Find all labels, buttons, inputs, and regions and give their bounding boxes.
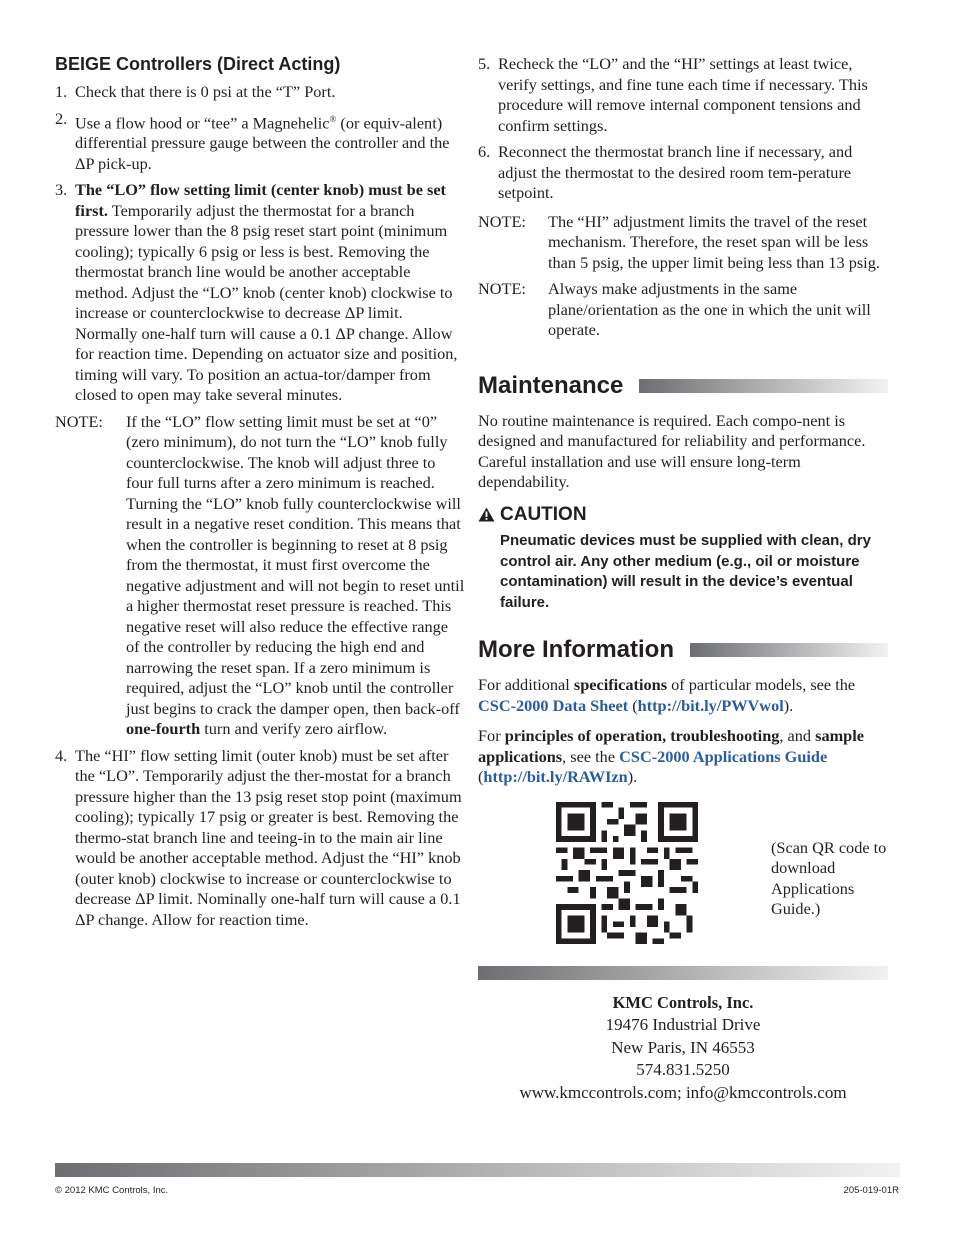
note-text: If the “LO” flow setting limit must be set at “0” (zero minimum), do not turn the “LO” knob fully counterclockwise. The knob will adjust three to four full turns after a zero minimum is reached. Turning the “LO” knob fully counterclockwise will result in a negative reset condition. This means that when the controller is beginning to reset at 8 psig from the thermostat, it must first overcome the negative adjustment and will not begin to reset until a higher thermostat reset pressure is reached. This negative reset will also reduce the effective range of the controller by reducing the high end and narrowing the reset span. If a zero minimum is required, adjust the “LO” knob until the controller just begins to crack the damper open, then back-off — [126, 411, 465, 718]
note-text: The “HI” adjustment limits the travel of the reset mechanism. Therefore, the reset span will be less than 5 psig, the upper limit being less than 13 psig. — [548, 211, 880, 272]
maintenance-text: No routine maintenance is required. Each compo-nent is designed and manufactured for reliability and performance. Careful installation and use will ensure long-term dependability. — [478, 410, 866, 491]
address-city: New Paris, IN 46553 — [611, 1037, 755, 1057]
note-label: NOTE: — [478, 279, 526, 298]
more-info-paragraph — [478, 726, 888, 788]
data-sheet-link[interactable]: CSC-2000 Data Sheet — [478, 695, 629, 715]
more-info-title: More Information — [478, 636, 674, 663]
note-label: NOTE: — [478, 211, 526, 231]
note-label: NOTE: — [55, 411, 103, 431]
text-span: ( — [478, 767, 484, 786]
qr-caption: (Scan QR code to download Applications Guide.) — [771, 837, 887, 918]
maintenance-title: Maintenance — [478, 371, 624, 399]
applications-guide-link[interactable]: CSC-2000 Applications Guide — [619, 746, 828, 766]
step-bold-text: The “LO” flow setting limit (center knob) must be set first. — [75, 180, 446, 220]
company-name: KMC Controls, Inc. — [612, 992, 754, 1012]
footer-gradient-bar — [55, 1163, 900, 1177]
note-bold-text: one-fourth — [126, 719, 201, 739]
step-number: 5. — [478, 54, 491, 73]
applications-guide-url-link[interactable]: http://bit.ly/RAWIzn — [483, 767, 628, 786]
bold-span: sample applications — [478, 726, 864, 766]
caution-title: CAUTION — [500, 503, 587, 525]
qr-code-icon — [556, 802, 698, 944]
right-column — [478, 54, 888, 1104]
step-text: Recheck the “LO” and the “HI” settings at least twice, verify settings, and fine tune each time if necessary. This procedure will remove internal component tensions and confirm settings. — [498, 54, 868, 135]
caution-text: Pneumatic devices must be supplied with clean, dry control air. Any other medium (e.g., oil or moisture contamination) will result in the device’s eventual failure. — [500, 532, 871, 611]
qr-row — [478, 802, 888, 952]
company-address — [478, 992, 888, 1105]
data-sheet-url-link[interactable]: http://bit.ly/PWVwol — [637, 695, 784, 715]
caution-header — [478, 505, 888, 526]
list-item — [478, 142, 888, 204]
list-item — [478, 54, 888, 136]
step-number: 6. — [478, 142, 491, 161]
note-block — [55, 412, 465, 740]
step-number: 4. — [55, 745, 68, 765]
text-span: ). — [627, 767, 638, 786]
header-gradient-bar — [639, 379, 888, 393]
text-span: of particular models, see the — [667, 675, 856, 694]
address-phone: 574.831.5250 — [636, 1060, 730, 1079]
text-span: For — [478, 726, 505, 745]
step-number: 3. — [55, 180, 68, 200]
step-number: 2. — [55, 108, 68, 128]
footer-copyright: © 2012 KMC Controls, Inc. — [55, 1185, 169, 1196]
step-number: 1. — [55, 82, 68, 101]
text-span: , see the — [562, 746, 620, 766]
list-item — [55, 180, 465, 406]
list-item — [55, 746, 465, 931]
list-item — [55, 82, 465, 103]
step-text: The “HI” flow setting limit (outer knob) must be set after the “LO”. Temporarily adjust the ther-mostat for a branch pressure higher than the 13 psig reset stop point (maximum cooling); typically 17 psig or greater is best. Removing the thermo-stat branch line and teeing-in to the main air line would be another acceptable method. Adjust the “HI” knob (outer knob) clockwise to increase or counterclockwise to decrease ΔP limit. Nominally one-half turn will cause a 0.1 ΔP change. Allow for reaction time. — [75, 745, 462, 929]
header-gradient-bar — [690, 643, 888, 657]
text-span: ). — [783, 695, 794, 715]
text-span: , and — [779, 726, 816, 745]
registered-mark: ® — [329, 113, 337, 124]
text-span: ( — [628, 695, 638, 715]
step-text: Check that there is 0 psi at the “T” Port. — [75, 82, 336, 101]
step-text-cont: (or equiv-alent) differential pressure gauge between the controller and the ΔP pick-up. — [75, 112, 450, 173]
step-text: Temporarily adjust the thermostat for a branch pressure lower than the 8 psig reset start point (minimum cooling); typically 6 psig or less is best. Removing the thermostat branch line would be another acceptable method. Adjust the “LO” knob (center knob) clockwise to increase or counterclockwise to decrease ΔP limit. Normally one-half turn will cause a 0.1 ΔP change. Allow for reaction time. Depending on actuator size and position, timing will vary. To position an actua-tor/damper from closed to open may take several minutes. — [75, 200, 458, 405]
note-block — [478, 212, 888, 274]
section-heading: BEIGE Controllers (Direct Acting) — [55, 54, 341, 74]
warning-icon — [478, 507, 495, 522]
note-text-cont: turn and verify zero airflow. — [200, 719, 388, 739]
text-span: For additional — [478, 675, 574, 694]
maintenance-header — [478, 371, 888, 401]
bold-span: specifications — [573, 675, 668, 694]
divider-gradient-bar — [478, 966, 888, 980]
step-text: Reconnect the thermostat branch line if necessary, and adjust the thermostat to the desired room tem-perature setpoint. — [498, 142, 853, 202]
footer-doc-number: 205-019-01R — [843, 1185, 899, 1196]
step-text: Use a flow hood or “tee” a Magnehelic — [75, 112, 330, 132]
address-street: 19476 Industrial Drive — [605, 1015, 761, 1034]
bold-span: principles of operation, troubleshooting — [504, 726, 780, 745]
more-info-header — [478, 635, 888, 665]
more-info-paragraph — [478, 675, 888, 716]
address-web-email[interactable]: www.kmccontrols.com; info@kmccontrols.com — [519, 1082, 847, 1102]
list-item — [55, 109, 465, 175]
note-block — [478, 279, 888, 341]
note-text: Always make adjustments in the same plane/orientation as the one in which the unit will operate. — [548, 279, 871, 339]
left-column — [55, 52, 465, 936]
